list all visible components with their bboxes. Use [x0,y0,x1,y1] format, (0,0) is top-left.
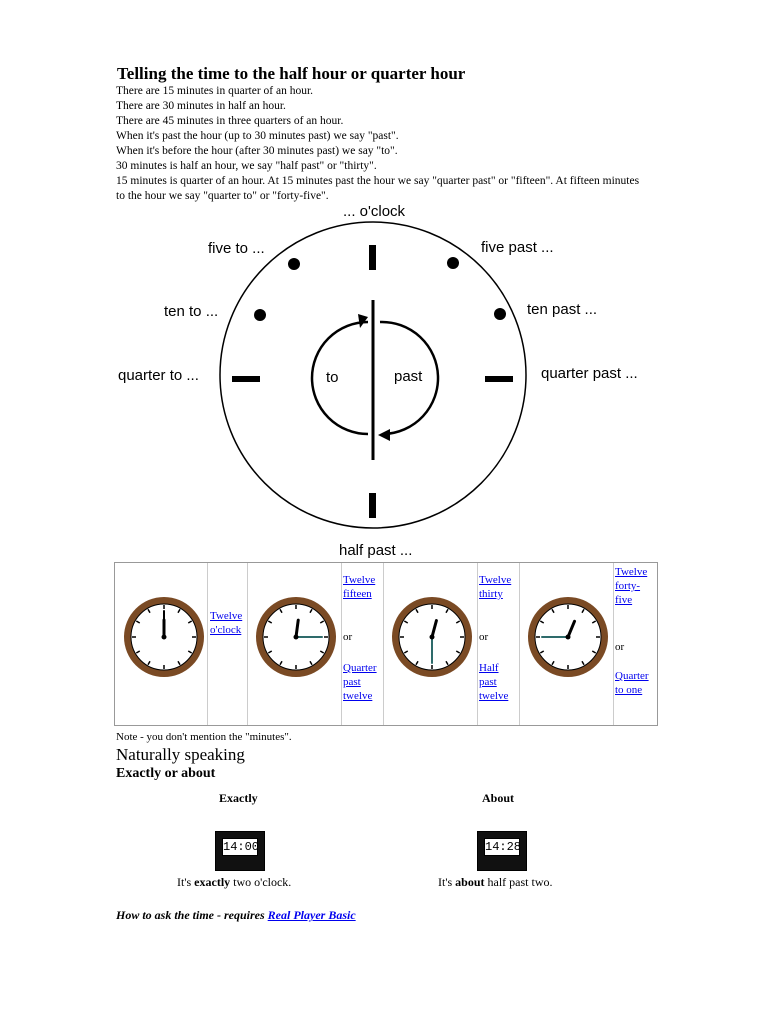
label-five-past: five past ... [481,239,554,256]
clock-link[interactable]: Quarter past twelve [343,662,377,702]
clock-link[interactable]: Twelve o'clock [210,610,243,636]
clock-link[interactable]: Quarter to one [615,670,649,696]
clock-center [162,635,167,640]
exactly-heading: Exactly [219,791,258,805]
label-five-to: five to ... [208,240,265,257]
clock-cell [115,563,208,725]
clock-center [430,635,435,640]
clock-text-cell [341,563,384,725]
clock-link[interactable]: Twelve fifteen [343,574,376,600]
intro-line: There are 45 minutes in three quarters of an hour. [116,115,344,127]
intro-line: There are 15 minutes in quarter of an hour. [116,85,314,97]
note-text: Note - you don't mention the "minutes". [116,731,292,743]
digital-clock-icon [477,831,527,871]
clock-text-cell [613,563,657,725]
exactly-caption: It's exactly two o'clock. [177,875,292,889]
clock-cell [383,563,478,725]
label-quarter-past: quarter past ... [541,365,638,382]
analog-clock-icon [390,595,474,679]
clock-link[interactable]: Twelve thirty [479,574,512,600]
subsection-heading: Exactly or about [116,766,216,781]
five-to-dot [288,258,300,270]
intro-line: 30 minutes is half an hour, we say "half past" or "thirty". [116,160,377,172]
clock-center [294,635,299,640]
clock-text-cell [207,563,248,725]
label-past: past [394,368,423,385]
or-text: or [479,631,489,643]
page-title: Telling the time to the half hour or quarter hour [117,64,466,83]
or-text: or [343,631,353,643]
intro-line: When it's past the hour (up to 30 minutes past) we say "past". [116,130,399,142]
label-oclock: ... o'clock [343,203,406,220]
intro-line: There are 30 minutes in half an hour. [116,100,286,112]
about-heading: About [482,791,515,805]
five-past-dot [447,257,459,269]
analog-clock-icon [526,595,610,679]
label-quarter-to: quarter to ... [118,367,199,384]
ten-to-dot [254,309,266,321]
clock-diagram [110,200,670,560]
clock-link[interactable]: Half past twelve [479,662,509,702]
about-caption: It's about half past two. [438,875,553,889]
clock-link[interactable]: Twelve forty-five [615,566,648,606]
footer: How to ask the time - requires Real Player Basic [116,908,356,922]
intro-line: 15 minutes is quarter of an hour. At 15 minutes past the hour we say "quarter past" or "fifteen". At fifteen minutes to the hour we say "quarter to" or "forty-five". [116,175,640,202]
real-player-link[interactable]: Real Player Basic [267,908,356,922]
intro-text [116,84,646,204]
label-ten-past: ten past ... [527,301,598,318]
section-heading: Naturally speaking [116,745,245,764]
label-to: to [326,369,339,386]
six-mark [369,493,376,518]
clock-cell [519,563,614,725]
analog-clock-icon [254,595,338,679]
digital-display: 14:00 [223,840,260,854]
clock-text-cell [477,563,520,725]
nine-mark [232,376,260,382]
analog-clock-icon [122,595,206,679]
label-half-past: half past ... [339,542,413,559]
clock-table [114,562,658,726]
intro-line: When it's before the hour (after 30 minutes past) we say "to". [116,145,398,157]
digital-display: 14:28 [485,840,522,854]
three-mark [485,376,513,382]
or-text: or [615,641,625,653]
ten-past-dot [494,308,506,320]
twelve-mark [369,245,376,270]
label-ten-to: ten to ... [164,303,219,320]
digital-clock-icon [215,831,265,871]
clock-cell [247,563,342,725]
clock-center [566,635,571,640]
